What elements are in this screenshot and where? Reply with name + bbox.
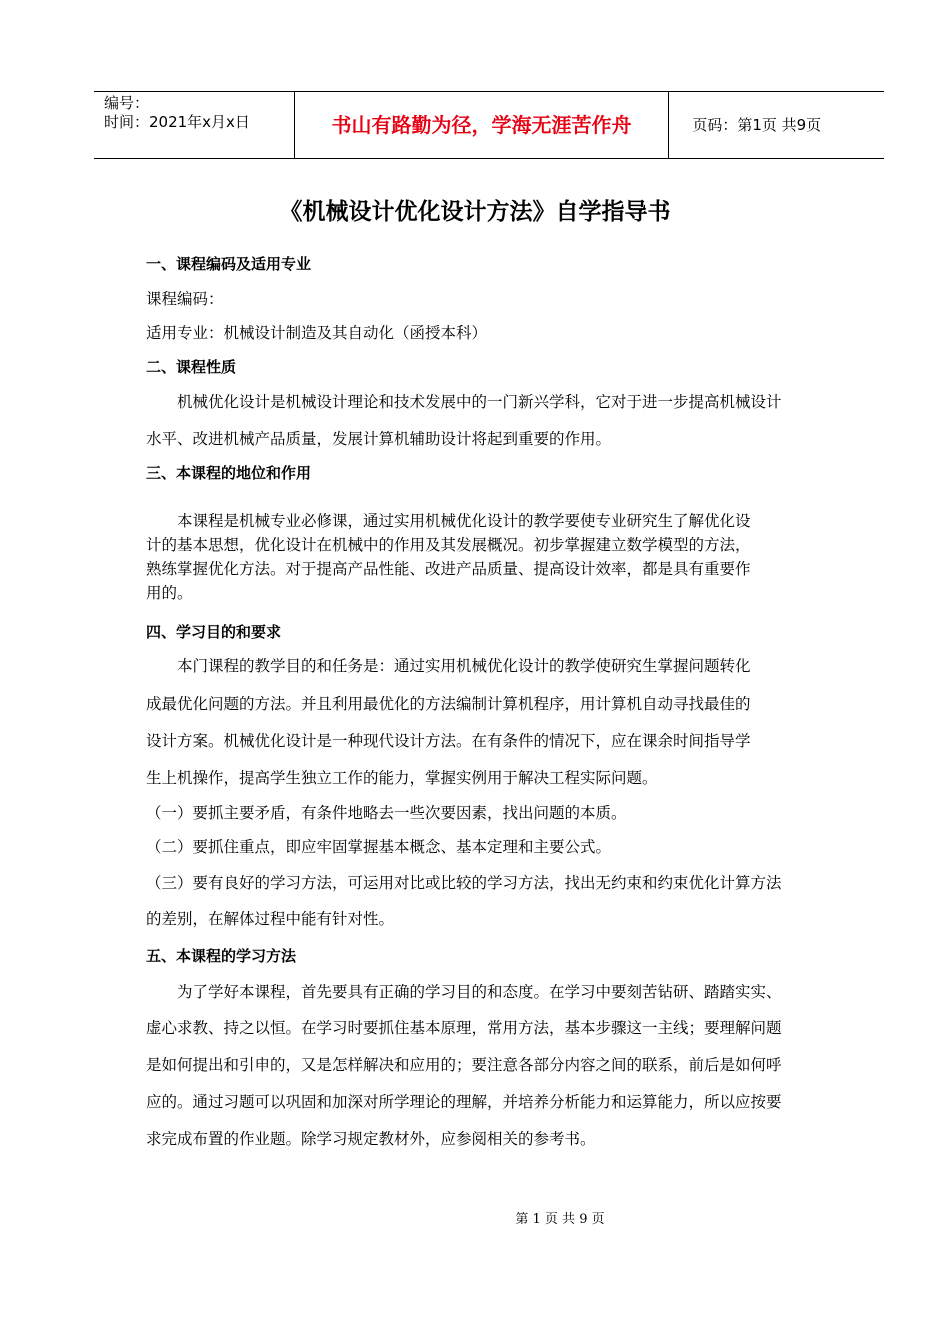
paragraph-line: 计的基本思想，优化设计在机械中的作用及其发展概况。初步掌握建立数学模型的方法， <box>146 536 751 554</box>
paragraph-line: 用的。 <box>146 584 193 602</box>
paragraph-line: 为了学好本课程，首先要具有正确的学习目的和态度。在学习中要刻苦钻研、踏踏实实、 <box>146 983 782 1001</box>
paragraph-line: 机械优化设计是机械设计理论和技术发展中的一门新兴学科，它对于进一步提高机械设计 <box>146 393 782 411</box>
list-item: 的差别，在解体过程中能有针对性。 <box>146 910 395 928</box>
paragraph-line: 水平、改进机械产品质量，发展计算机辅助设计将起到重要的作用。 <box>146 430 612 448</box>
paragraph-line: 本门课程的教学目的和任务是：通过实用机械优化设计的教学使研究生掌握问题转化 <box>146 657 751 675</box>
motto: 书山有路勤为径，学海无涯苦作舟 <box>295 92 669 158</box>
section-heading-4: 四、学习目的和要求 <box>146 623 282 641</box>
list-item: （三）要有良好的学习方法，可运用对比或比较的学习方法，找出无约束和约束优化计算方法 <box>146 874 782 892</box>
list-item: （一）要抓主要矛盾，有条件地略去一些次要因素，找出问题的本质。 <box>146 804 627 822</box>
page-footer: 第 1 页 共 9 页 <box>515 1212 605 1227</box>
document-title: 《机械设计优化设计方法》自学指导书 <box>279 199 671 225</box>
major-line: 适用专业：机械设计制造及其自动化（函授本科） <box>146 324 488 342</box>
paragraph-line: 熟练掌握优化方法。对于提高产品性能、改进产品质量、提高设计效率，都是具有重要作 <box>146 560 751 578</box>
page-indicator: 页码：第1页 共9页 <box>692 116 822 134</box>
page-header <box>94 91 884 159</box>
section-heading-2: 二、课程性质 <box>146 358 237 376</box>
paragraph-line: 应的。通过习题可以巩固和加深对所学理论的理解，并培养分析能力和运算能力，所以应按要 <box>146 1093 782 1111</box>
course-code-line: 课程编码： <box>146 290 224 308</box>
paragraph-line: 本课程是机械专业必修课，通过实用机械优化设计的教学要使专业研究生了解优化设 <box>146 512 751 530</box>
paragraph-line: 生上机操作，提高学生独立工作的能力，掌握实例用于解决工程实际问题。 <box>146 769 658 787</box>
number-label: 编号： <box>104 94 150 112</box>
section-heading-5: 五、本课程的学习方法 <box>146 947 297 965</box>
paragraph-line: 设计方案。机械优化设计是一种现代设计方法。在有条件的情况下，应在课余时间指导学 <box>146 732 751 750</box>
header-info-cell <box>94 92 295 158</box>
paragraph-line: 求完成布置的作业题。除学习规定教材外，应参阅相关的参考书。 <box>146 1130 596 1148</box>
time-label: 时间：2021年x月x日 <box>104 113 250 131</box>
paragraph-line: 虚心求教、持之以恒。在学习时要抓住基本原理，常用方法，基本步骤这一主线；要理解问题 <box>146 1019 782 1037</box>
list-item: （二）要抓住重点，即应牢固掌握基本概念、基本定理和主要公式。 <box>146 838 612 856</box>
paragraph-line: 成最优化问题的方法。并且利用最优化的方法编制计算机程序，用计算机自动寻找最佳的 <box>146 695 751 713</box>
section-heading-3: 三、本课程的地位和作用 <box>146 464 312 482</box>
section-heading-1: 一、课程编码及适用专业 <box>146 255 312 273</box>
paragraph-line: 是如何提出和引申的，又是怎样解决和应用的；要注意各部分内容之间的联系，前后是如何呼 <box>146 1056 782 1074</box>
